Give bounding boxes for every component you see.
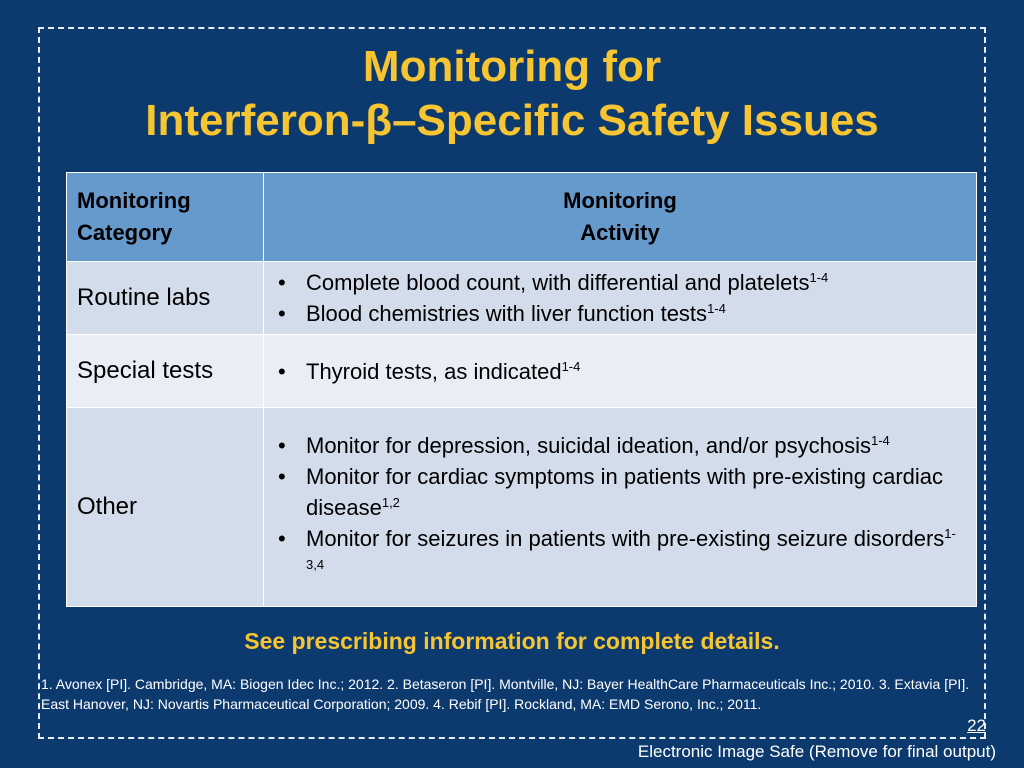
list-item: [276, 298, 966, 329]
item-citation: 1,2: [381, 494, 400, 510]
item-text: Complete blood count, with differential and platelets: [306, 270, 810, 295]
list-item: [276, 523, 966, 585]
bullet-icon: •: [278, 432, 286, 458]
row-activity: [264, 408, 977, 607]
item-citation: 1-4: [561, 358, 581, 374]
prescribing-note: See prescribing information for complete details.: [244, 628, 780, 654]
list-item: [276, 267, 966, 298]
references: 1. Avonex [PI]. Cambridge, MA: Biogen Idec Inc.; 2012. 2. Betaseron [PI]. Montville, NJ: Bayer HealthCare Pharmaceuticals Inc.; 2010. 3. Extavia [PI]. East Hanover, NJ: Novartis Pharmaceutical Corporation; 2009. 4. Rebif [PI]. Rockland, MA: EMD Serono, Inc.; 2011.: [41, 676, 970, 712]
bullet-icon: •: [278, 270, 286, 295]
list-item: [276, 430, 966, 461]
item-text: Thyroid tests, as indicated: [306, 358, 562, 384]
table-row: [67, 262, 977, 335]
header-activity-line-1: Monitoring: [563, 188, 677, 213]
header-category-line-2: Category: [77, 220, 173, 245]
item-text: Monitor for depression, suicidal ideation, and/or psychosis: [306, 432, 871, 458]
row-category: Other: [67, 408, 264, 607]
item-citation: 1-4: [809, 270, 829, 285]
item-text: Monitor for cardiac symptoms in patients with pre-existing cardiac disease: [306, 463, 944, 520]
row-activity: [264, 262, 977, 335]
page-number: 22: [967, 716, 986, 735]
item-citation: 1-4: [870, 432, 890, 448]
activity-list: [276, 430, 966, 585]
title-line-1: Monitoring for: [362, 42, 662, 91]
bullet-icon: •: [278, 358, 286, 384]
item-citation: 1-3,4: [306, 525, 956, 572]
table-header-row: [67, 173, 977, 262]
slide-title: [0, 40, 1024, 148]
row-activity: [264, 335, 977, 408]
activity-list: [276, 267, 966, 329]
table-row: [67, 335, 977, 408]
header-category: [67, 173, 264, 262]
item-citation: 1-4: [707, 301, 726, 316]
row-category: Routine labs: [67, 262, 264, 335]
bullet-icon: •: [278, 463, 286, 489]
list-item: [276, 356, 966, 387]
table-row: [67, 408, 977, 607]
bullet-icon: •: [278, 525, 286, 551]
item-text: Monitor for seizures in patients with pre-existing seizure disorders: [306, 525, 945, 551]
row-category: Special tests: [67, 335, 264, 408]
monitoring-table: [66, 172, 977, 607]
header-activity-line-2: Activity: [580, 220, 660, 245]
list-item: [276, 461, 966, 523]
header-category-line-1: Monitoring: [77, 188, 191, 213]
header-activity: [264, 173, 977, 262]
bullet-icon: •: [278, 301, 286, 326]
activity-list: [276, 356, 966, 387]
footer-text: Electronic Image Safe (Remove for final output): [637, 742, 996, 761]
item-text: Blood chemistries with liver function tests: [306, 301, 708, 326]
title-line-2: Interferon-β–Specific Safety Issues: [145, 96, 879, 145]
